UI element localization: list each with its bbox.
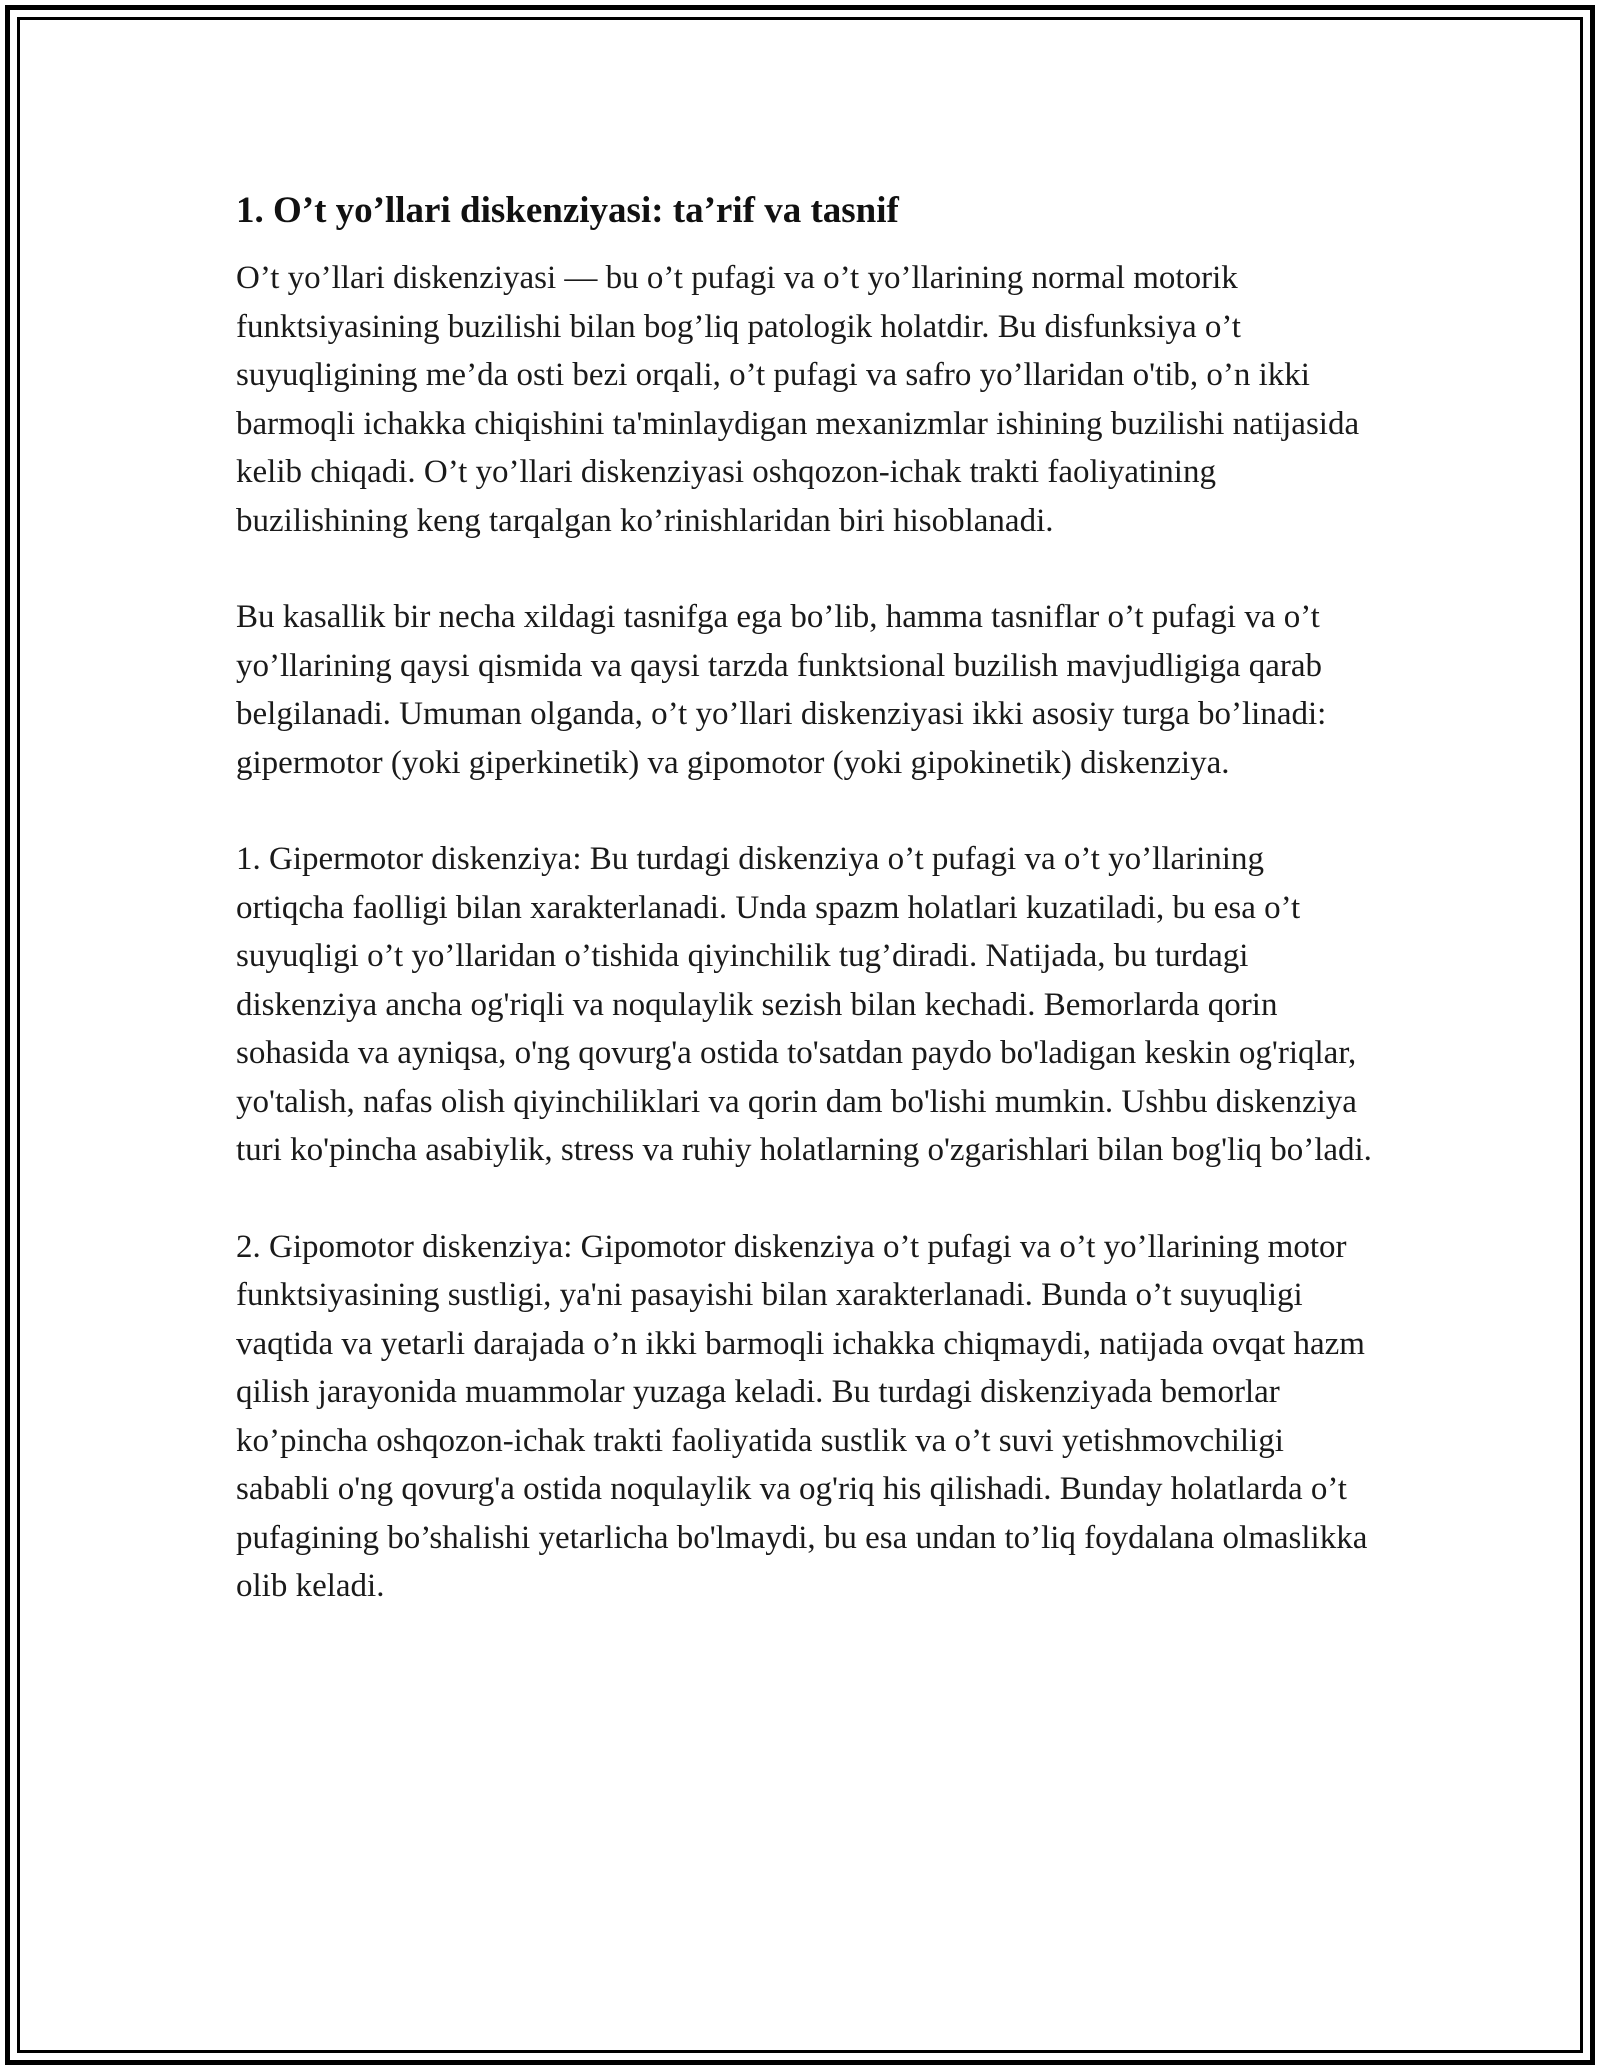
- section-title: 1. O’t yo’llari diskenziyasi: ta’rif va tasnif: [236, 190, 899, 231]
- document-body: [236, 186, 1376, 1659]
- paragraph-classification: Bu kasallik bir necha xildagi tasnifga ega bo’lib, hamma tasniflar o’t pufagi va o’t yo’llarining qaysi qismida va qaysi tarzda funktsional buzilish mavjudligiga qarab belgilanadi. Umuman olganda, o’t yo’llari diskenziyasi ikki asosiy turga bo’linadi: gipermotor (yoki giperkinetik) va gipomotor (yoki gipokinetik) diskenziya.: [236, 599, 1327, 781]
- paragraph-definition: O’t yo’llari diskenziyasi — bu o’t pufagi va o’t yo’llarining normal motorik funktsiyasining buzilishi bilan bog’liq patologik holatdir. Bu disfunksiya o’t suyuqligining me’da osti bezi orqali, o’t pufagi va safro yo’llaridan o'tib, o’n ikki barmoqli ichakka chiqishini ta'minlaydigan mexanizmlar ishining buzilishi natijasida kelib chiqadi. O’t yo’llari diskenziyasi oshqozon-ichak trakti faoliyatining buzilishining keng tarqalgan ko’rinishlaridan biri hisoblanadi.: [236, 260, 1360, 539]
- paragraph-hypomotor: 2. Gipomotor diskenziya: Gipomotor diskenziya o’t pufagi va o’t yo’llarining motor funktsiyasining sustligi, ya'ni pasayishi bilan xarakterlanadi. Bunda o’t suyuqligi vaqtida va yetarli darajada o’n ikki barmoqli ichakka chiqmaydi, natijada ovqat hazm qilish jarayonida muammolar yuzaga keladi. Bu turdagi diskenziyada bemorlar ko’pincha oshqozon-ichak trakti faoliyatida sustlik va o’t suvi yetishmovchiligi sababli o'ng qovurg'a ostida noqulaylik va og'riq his qilishadi. Bunday holatlarda o’t pufagining bo’shalishi yetarlicha bo'lmaydi, bu esa undan to’liq foydalana olmaslikka olib keladi.: [236, 1228, 1368, 1604]
- paragraph-hypermotor: 1. Gipermotor diskenziya: Bu turdagi diskenziya o’t pufagi va o’t yo’llarining ortiqcha faolligi bilan xarakterlanadi. Unda spazm holatlari kuzatiladi, bu esa o’t suyuqligi o’t yo’llaridan o’tishida qiyinchilik tug’diradi. Natijada, bu turdagi diskenziya ancha og'riqli va noqulaylik sezish bilan kechadi. Bemorlarda qorin sohasida va ayniqsa, o'ng qovurg'a ostida to'satdan paydo bo'ladigan keskin og'riqlar, yo'talish, nafas olish qiyinchiliklari va qorin dam bo'lishi mumkin. Ushbu diskenziya turi ko'pincha asabiylik, stress va ruhiy holatlarning o'zgarishlari bilan bog'liq bo’ladi.: [236, 841, 1372, 1168]
